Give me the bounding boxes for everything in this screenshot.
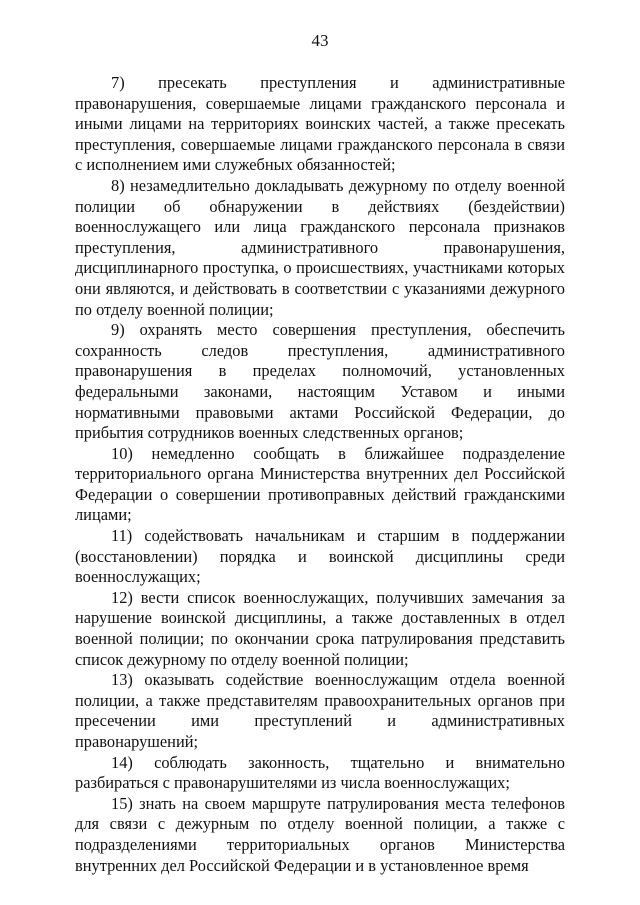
paragraph-item-11: 11) содействовать начальникам и старшим в поддержании (восстановлении) порядка и воинской дисциплины среди военнослужащих;	[75, 526, 565, 587]
paragraph-item-13: 13) оказывать содействие военнослужащим отдела военной полиции, а также представителям правоохранительных органов при пресечении ими преступлений и административных правонарушений;	[75, 670, 565, 751]
paragraph-item-15: 15) знать на своем маршруте патрулирования места телефонов для связи с дежурным по отделу военной полиции, а также с подразделениями территориальных органов Министерства внутренних дел Российской Федерации и в установленное время	[75, 793, 565, 875]
paragraph-item-14: 14) соблюдать законность, тщательно и внимательно разбираться с правонарушителями из числа военнослужащих;	[75, 752, 565, 793]
paragraph-item-10: 10) немедленно сообщать в ближайшее подразделение территориального органа Министерства внутренних дел Российской Федерации о совершении противоправных действий гражданскими лицами;	[75, 443, 565, 525]
document-body	[75, 73, 565, 876]
page-number: 43	[311, 31, 329, 50]
paragraph-item-8: 8) незамедлительно докладывать дежурному по отделу военной полиции об обнаружении в действиях (бездействии) военнослужащего или лица гражданского персонала признаков преступления, административного правонарушения, дисциплинарного проступка, о происшествиях, участниками которых они являются, и действовать в соответствии с указаниями дежурного по отделу военной полиции;	[75, 175, 565, 319]
paragraph-item-12: 12) вести список военнослужащих, получивших замечания за нарушение воинской дисциплины, а также доставленных в отдел военной полиции; по окончании срока патрулирования представить список дежурному по отделу военной полиции;	[75, 587, 565, 669]
paragraph-item-9: 9) охранять место совершения преступления, обеспечить сохранность следов преступления, административного правонарушения в пределах полномочий, установленных федеральными законами, настоящим Уставом и иными нормативными правовыми актами Российской Федерации, до прибытия сотрудников военных следственных органов;	[75, 320, 565, 443]
paragraph-item-7: 7) пресекать преступления и административные правонарушения, совершаемые лицами гражданского персонала и иными лицами на территориях воинских частей, а также пресекать преступления, совершаемые лицами гражданского персонала в связи с исполнением ими служебных обязанностей;	[75, 73, 565, 175]
